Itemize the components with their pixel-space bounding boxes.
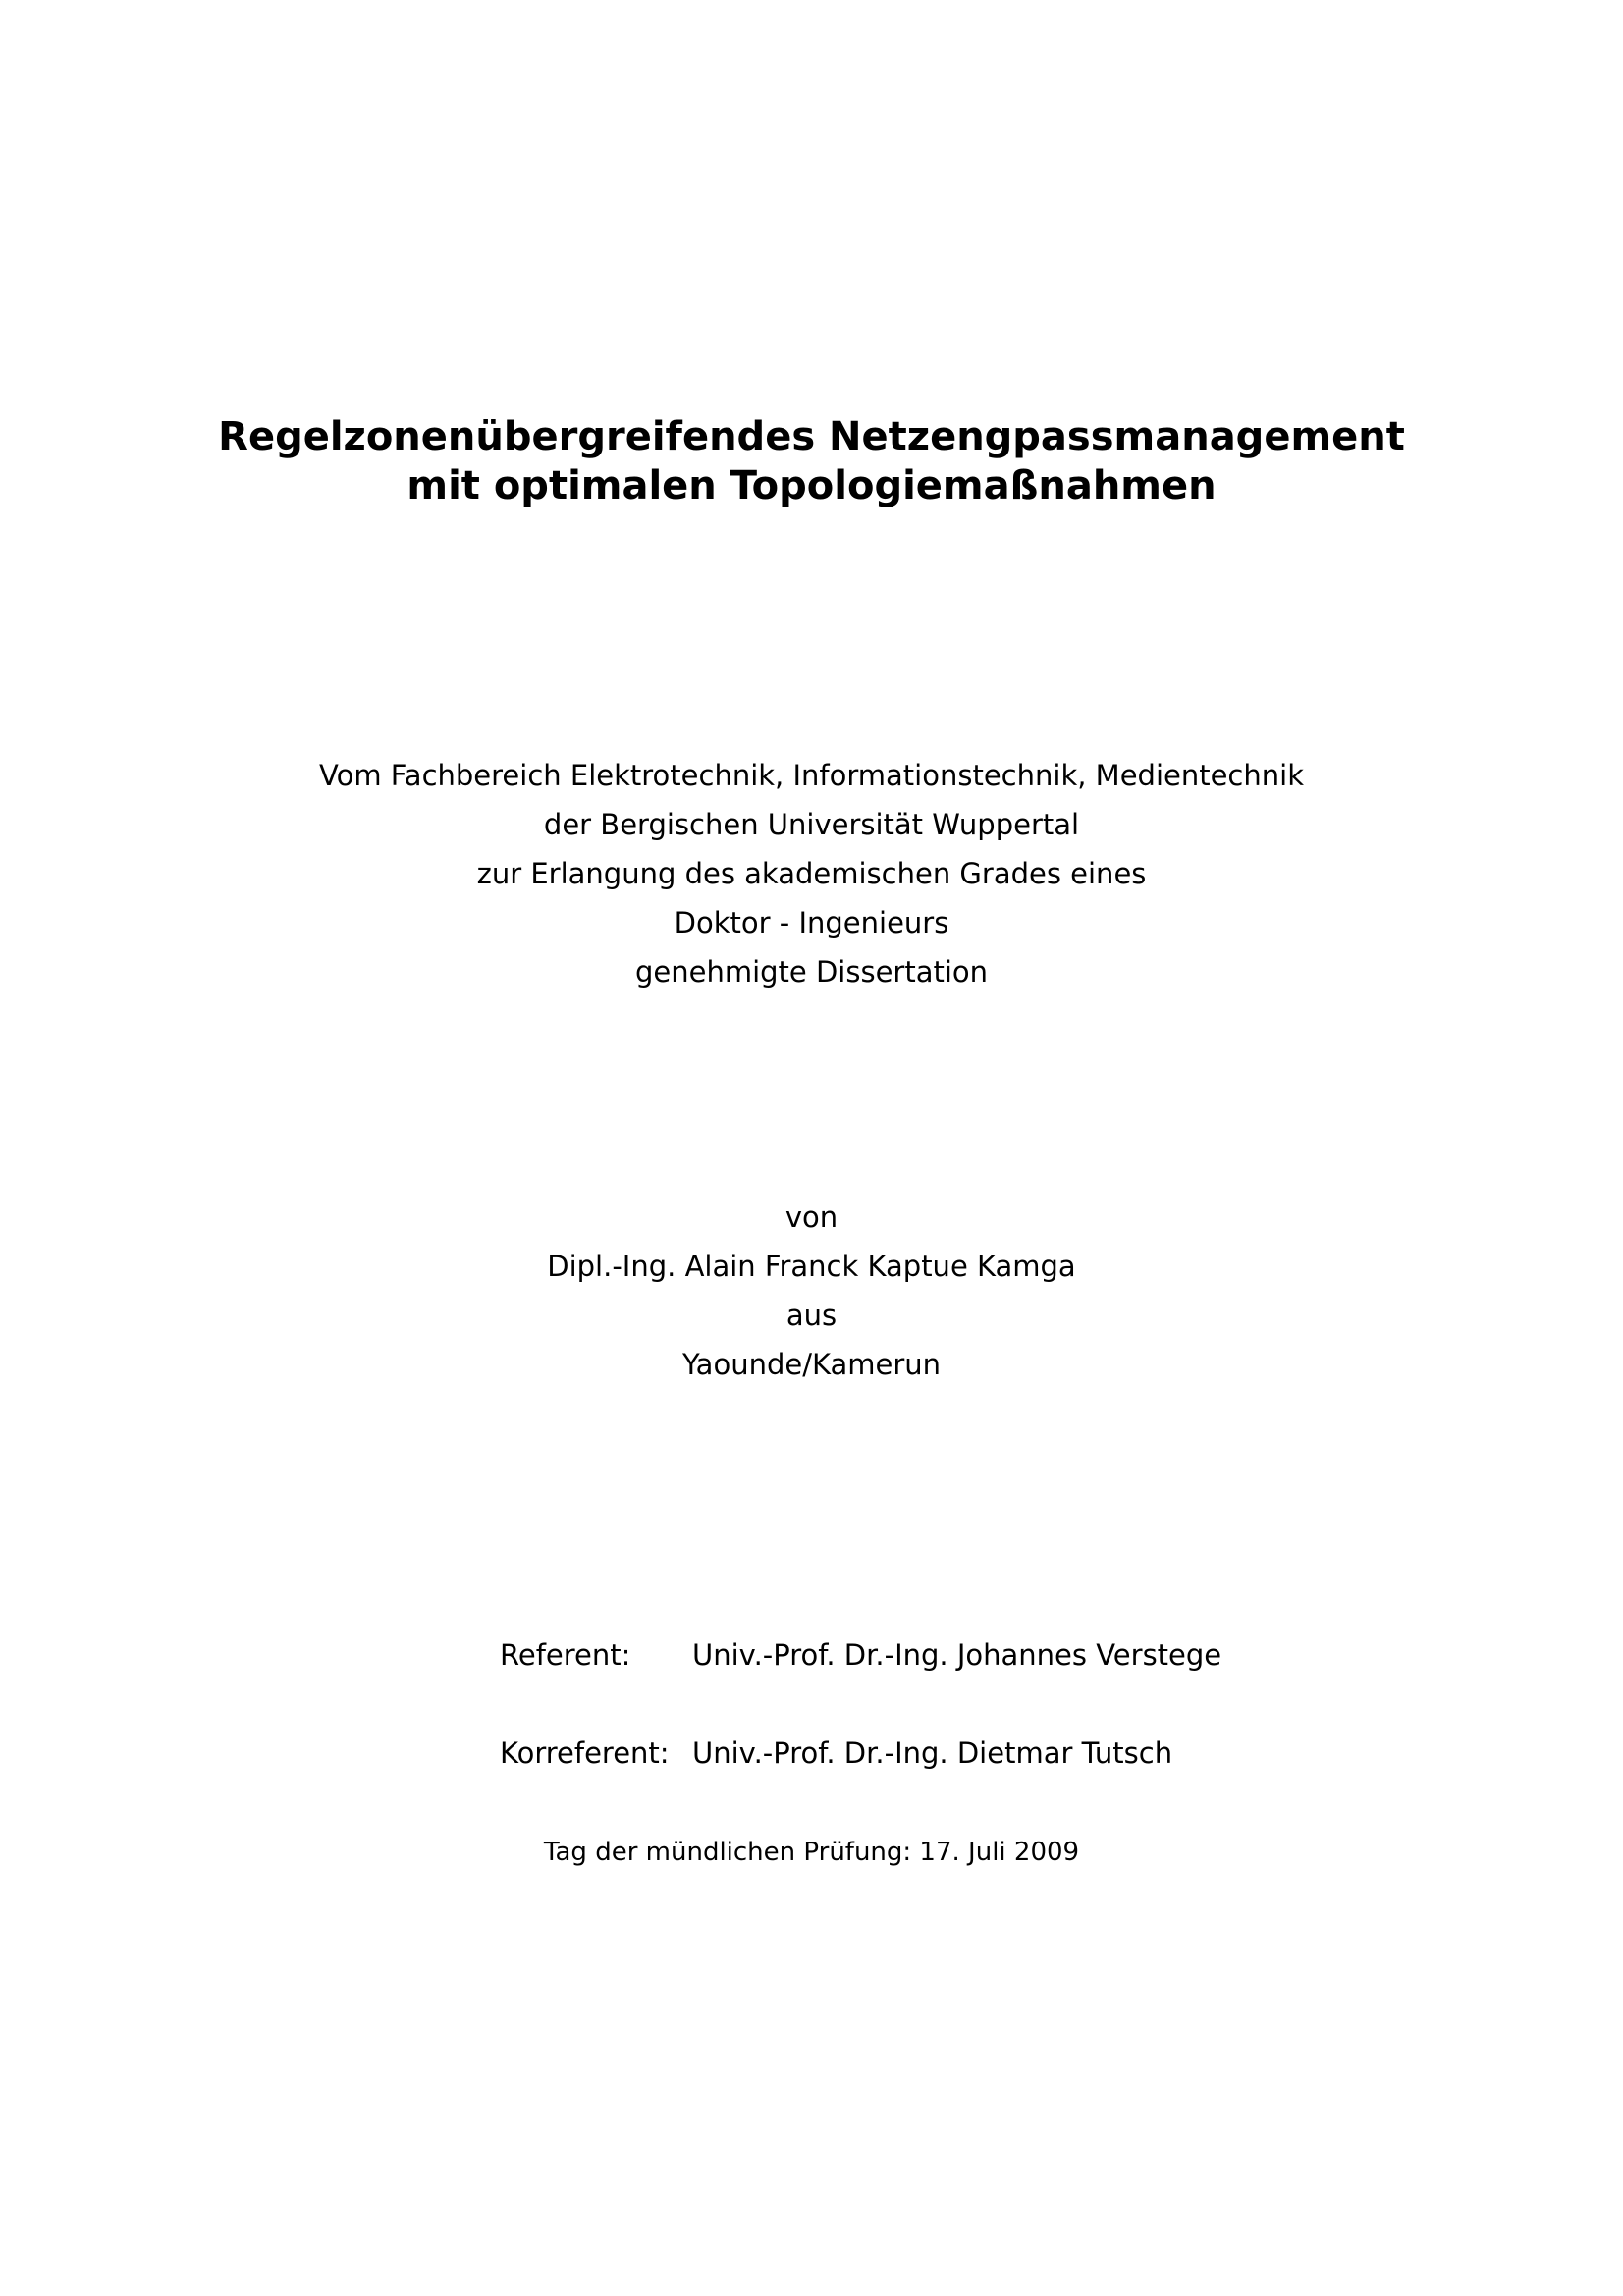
author-aus: aus (785, 1299, 838, 1332)
author-von: von (784, 1201, 839, 1234)
referee-name: Univ.-Prof. Dr.-Ing. Johannes Verstege (692, 1638, 1222, 1672)
thesis-title-line-1: Regelzonenübergreifendes Netzengpassmanagement (218, 414, 1405, 459)
faculty-line-2: der Bergischen Universität Wuppertal (543, 808, 1080, 841)
exam-date: Tag der mündlichen Prüfung: 17. Juli 2009 (543, 1838, 1080, 1867)
faculty-line-4: Doktor - Ingenieurs (674, 906, 949, 939)
author-name: Dipl.-Ing. Alain Franck Kaptue Kamga (547, 1250, 1076, 1283)
faculty-line-3: zur Erlangung des akademischen Grades eines (476, 857, 1147, 890)
thesis-title-line-2: mit optimalen Topologiemaßnahmen (406, 463, 1217, 508)
co-referee-name: Univ.-Prof. Dr.-Ing. Dietmar Tutsch (692, 1736, 1173, 1770)
referee-label: Referent: (500, 1638, 631, 1672)
faculty-line-1: Vom Fachbereich Elektrotechnik, Informationstechnik, Medientechnik (318, 759, 1304, 792)
co-referee-label: Korreferent: (500, 1736, 670, 1770)
author-origin: Yaounde/Kamerun (681, 1348, 942, 1381)
faculty-line-5: genehmigte Dissertation (634, 955, 989, 988)
